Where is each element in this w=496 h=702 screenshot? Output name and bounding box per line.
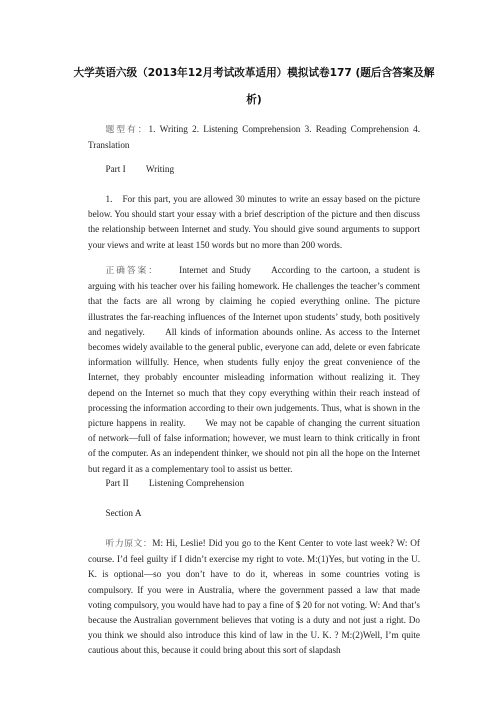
answer-p3: We may not be capable of changing the current situation of network—full of false information; however, we must learn to think critically in front of the computer. As an independent thinker, we should not pin all the hope on the Internet but regard it as a complementary tool to assist us better. — [88, 418, 420, 474]
question-1-text: 1. For this part, you are allowed 30 minutes to write an essay based on the picture below. You should start your essay with a brief description of the picture and then discuss the relationship between Internet and study. You should give sound arguments to support your views and write at least 150 words but no more than 200 words. — [88, 194, 420, 250]
part1-number: Part I — [105, 164, 126, 174]
question-types-label: 题型有： — [105, 125, 149, 135]
answer-p1: According to the cartoon, a student is arguing with his teacher over his failing homework. He challenges the teacher’s comment that the facts are all wrong by claiming he copied everything online. The picture illustrates the far-reaching influences of the Internet upon students’ study, both positively and negatively. — [88, 265, 420, 337]
answer-title: Internet and Study — [179, 265, 251, 275]
answer-paragraph — [88, 263, 420, 477]
transcript-text: M: Hi, Leslie! Did you go to the Kent Center to vote last week? W: Of course. I’d feel guilty if I didn’t exercise my right to vote. M:(1)Yes, but voting in the U. K. is optional—so you don’t have to do it, whereas in some countries voting is compulsory. If you were in Australia, where the government passed a law that made voting compulsory, you would have had to pay a fine of $ 20 for not voting. W: And that’s because the Australian government believes that voting is a duty and not just a right. Do you think we should also introduce this kind of law in the U. K. ? M:(2)Well, I’m quite cautious about this, because it could bring about this sort of slapdash — [88, 538, 420, 656]
part2-name: Listening Comprehension — [148, 478, 245, 488]
question-types-line — [88, 122, 420, 153]
transcript-paragraph — [88, 536, 420, 659]
part1-heading — [88, 162, 420, 177]
transcript-label: 听力原文： — [105, 539, 153, 549]
part2-number: Part II — [105, 478, 129, 488]
question-types-value: 1. Writing 2. Listening Comprehension 3. Reading Comprehension 4. Translation — [88, 124, 420, 151]
answer-label: 正确答案： — [105, 266, 159, 276]
answer-p2: All kinds of information abounds online. As access to the Internet becomes widely available to the general public, everyone can add, delete or even fabricate information willfully. Hence, when students fully enjoy the great convenience of the Internet, they probably encounter misleading information without realizing it. They depend on the Internet so much that they copy everything within their reach instead of processing the information according to their own judgements. Thus, what is shown in the picture happens in reality. — [88, 326, 420, 429]
part1-name: Writing — [145, 164, 175, 174]
section-a-heading: Section A — [105, 508, 142, 518]
document-title: 大学英语六级（2013年12月考试改革适用）模拟试卷177 (题后含答案及解析) — [73, 67, 435, 106]
part2-heading — [88, 476, 420, 491]
